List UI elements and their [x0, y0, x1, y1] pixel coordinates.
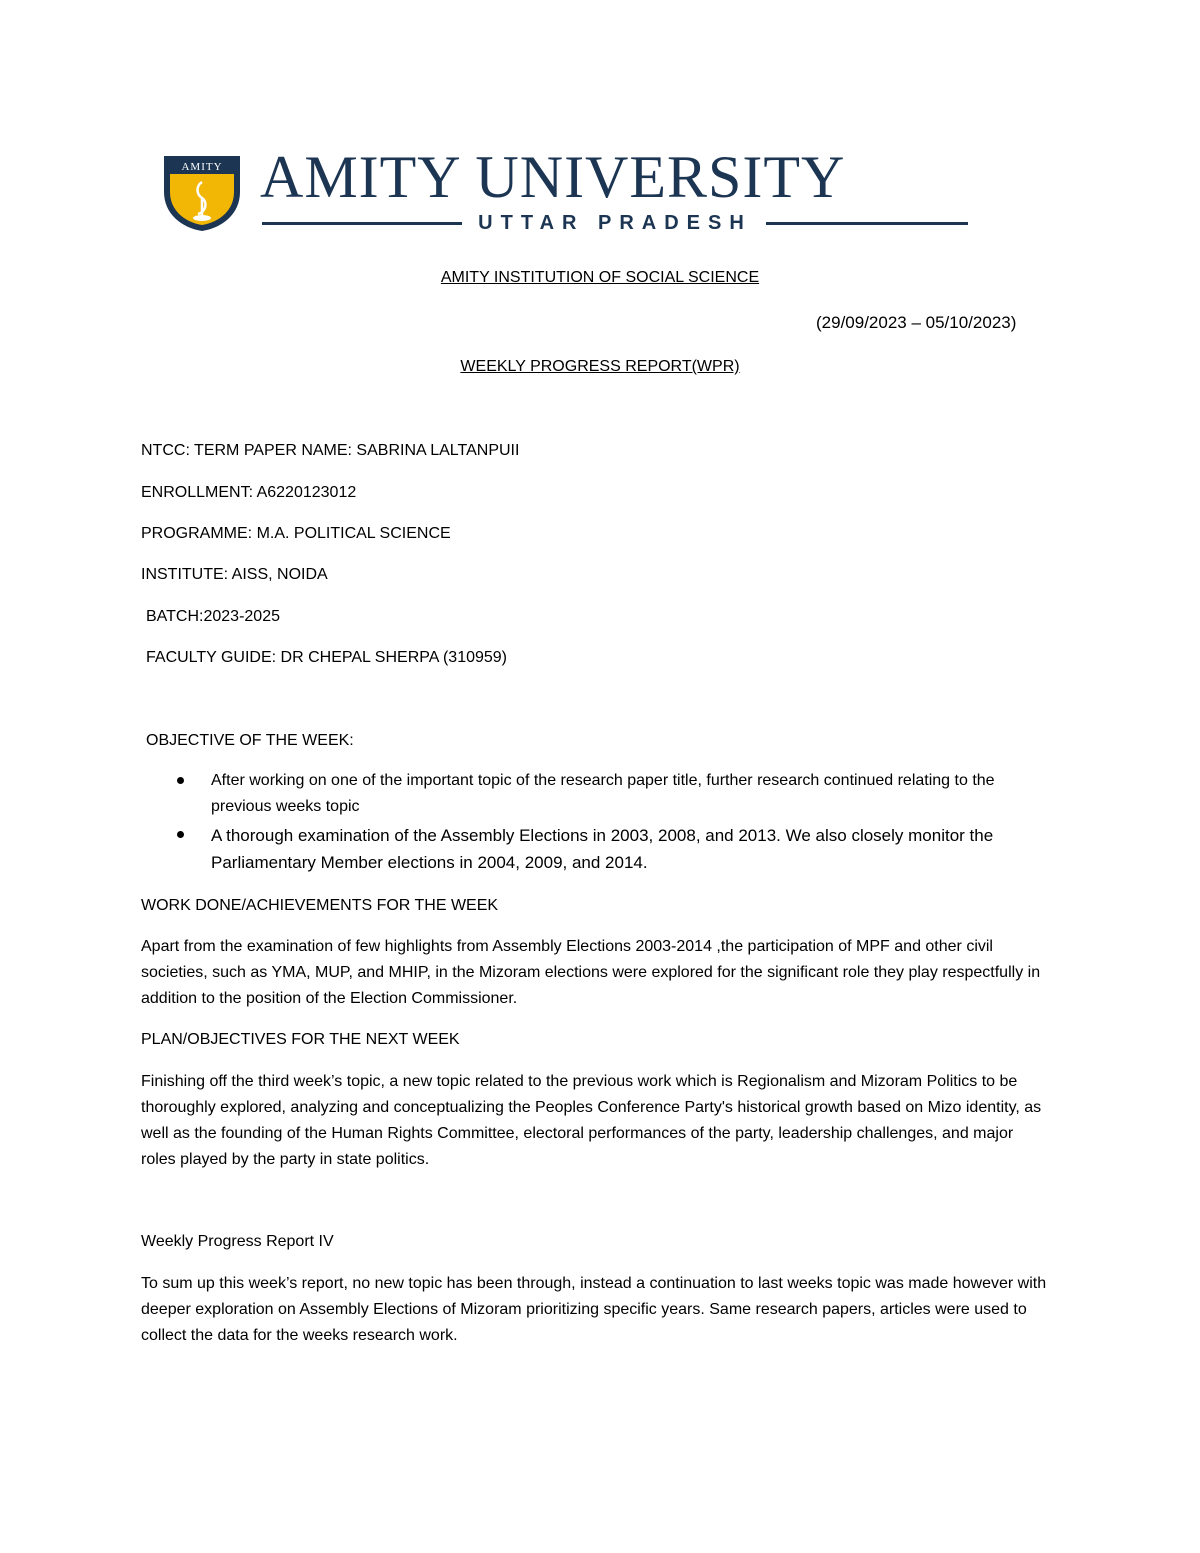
date-range: (29/09/2023 – 05/10/2023): [816, 313, 1017, 332]
work-done-heading: WORK DONE/ACHIEVEMENTS FOR THE WEEK: [141, 897, 499, 914]
bullet-icon: [177, 831, 184, 838]
logo-rule-left: [262, 222, 462, 225]
plan-heading: PLAN/OBJECTIVES FOR THE NEXT WEEK: [141, 1031, 460, 1048]
list-item: [141, 768, 1031, 820]
report-title: WEEKLY PROGRESS REPORT(WPR): [460, 358, 740, 375]
objective-heading: OBJECTIVE OF THE WEEK:: [146, 732, 354, 749]
enrollment-line: ENROLLMENT: A6220123012: [141, 484, 357, 501]
institute-line: INSTITUTE: AISS, NOIDA: [141, 566, 328, 583]
svg-text:AMITY: AMITY: [181, 161, 223, 173]
logo-rule-right: [766, 222, 968, 225]
list-item: [141, 822, 1031, 876]
objective-list: [141, 768, 1031, 878]
programme-line: PROGRAMME: M.A. POLITICAL SCIENCE: [141, 525, 451, 542]
university-subline: [260, 210, 970, 236]
batch-line: BATCH:2023-2025: [146, 608, 280, 625]
student-name-line: NTCC: TERM PAPER NAME: SABRINA LALTANPUII: [141, 442, 520, 459]
objective-text: After working on one of the important topic of the research paper title, further research continued relating to the previous weeks topic: [211, 772, 995, 815]
university-name: AMITY UNIVERSITY: [260, 144, 846, 210]
objective-text: A thorough examination of the Assembly Elections in 2003, 2008, and 2013. We also closely monitor the Parliamentary Member elections in 2004, 2009, and 2014.: [211, 826, 994, 872]
university-logo: [160, 144, 972, 236]
amity-shield-icon: [160, 152, 244, 232]
summary-text: To sum up this week’s report, no new topic has been through, instead a continuation to last weeks topic was made however with deeper exploration on Assembly Elections of Mizoram prioritizing specific years. Same research papers, articles were used to collect the data for the weeks research work.: [141, 1275, 1047, 1344]
bullet-icon: [177, 777, 184, 784]
faculty-guide-line: FACULTY GUIDE: DR CHEPAL SHERPA (310959): [146, 649, 508, 666]
university-state: UTTAR PRADESH: [478, 212, 752, 234]
institution-title: AMITY INSTITUTION OF SOCIAL SCIENCE: [440, 269, 760, 286]
plan-text: Finishing off the third week’s topic, a new topic related to the previous work which is Regionalism and Mizoram Politics to be thoroughly explored, analyzing and conceptualizing the Peoples Conference Party's historical growth based on Mizo identity, as well as the founding of the Human Rights Committee, electoral performances of the party, leadership challenges, and major roles played by the party in state politics.: [141, 1073, 1042, 1168]
summary-heading: Weekly Progress Report IV: [141, 1233, 334, 1250]
work-done-text: Apart from the examination of few highlights from Assembly Elections 2003-2014 ,the participation of MPF and other civil societies, such as YMA, MUP, and MHIP, in the Mizoram elections were explored for the significant role they play respectfully in addition to the position of the Election Commissioner.: [141, 938, 1041, 1007]
